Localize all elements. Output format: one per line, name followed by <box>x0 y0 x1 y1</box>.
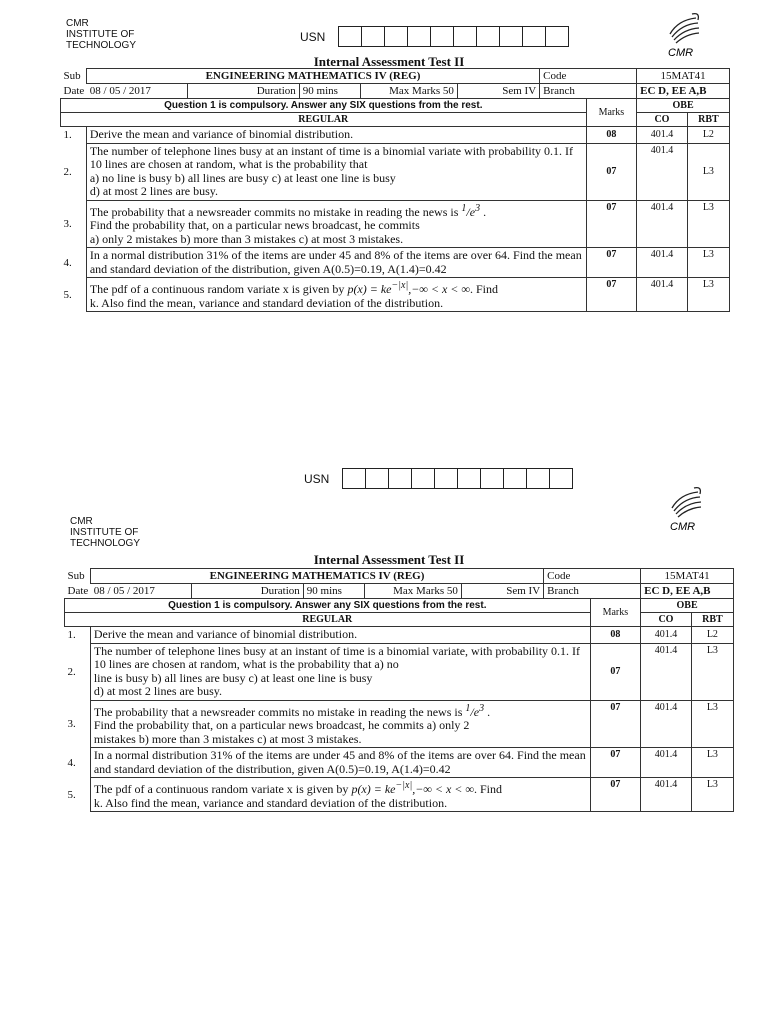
question-text-part: k. Also find the mean, variance and standard deviation of the distribution. <box>93 795 448 810</box>
usn-field <box>304 468 573 489</box>
sem-value: IV <box>524 85 537 97</box>
question-text-part: The pdf of a continuous random variate x is given by <box>93 782 349 796</box>
question-rbt: L3 <box>691 778 733 812</box>
question-marks: 07 <box>590 700 641 748</box>
max-marks-label: Max Marks <box>389 85 441 97</box>
question-text-part: The number of telephone lines busy at an instant of time is a binomial variate with probability 0.1. If 10 lines are chosen at random, what is the probability that <box>89 143 574 171</box>
question-marks: 07 <box>586 143 637 200</box>
usn-label: USN <box>300 29 326 44</box>
rbt-header: RBT <box>691 613 733 627</box>
section-label: REGULAR <box>65 613 591 627</box>
question-co: 401.4 <box>637 143 688 200</box>
section-label: REGULAR <box>61 113 587 127</box>
question-text-part: mistakes b) more than 3 mistakes c) at most 3 mistakes. <box>93 731 362 746</box>
question-text: The probability that a newsreader commits no mistake in reading the news is $^1/e^3$ . Find the probability that, on a particular news broadcast, he commits a) only 2 mistakes b) more than 3 mistakes c) at most 3 mistakes. <box>86 200 586 248</box>
branch-label: Branch <box>540 84 637 99</box>
formula-body: p(x) = ke <box>347 282 392 296</box>
usn-box <box>453 27 476 46</box>
usn-label: USN <box>304 471 330 486</box>
question-number: 3. <box>63 217 72 230</box>
date-value: 08 / 05 / 2017 <box>89 85 151 97</box>
institute-line3: TECHNOLOGY <box>70 538 141 549</box>
formula-tail: ,−∞ < x < ∞ <box>408 282 470 296</box>
test-title: Internal Assessment Test II <box>313 54 465 69</box>
question-co: 401.4 <box>641 778 692 812</box>
question-text-part: d) at most 2 lines are busy. <box>93 684 223 698</box>
obe-header: OBE <box>641 599 734 613</box>
question-number: 1. <box>67 629 76 641</box>
question-number: 3. <box>67 717 76 730</box>
question-text: In a normal distribution 31% of the items are under 45 and 8% of the items are over 64. Find the mean and standard deviation of the distribution, given A(0.5)=0.19, A(1.4)=0.42 <box>90 748 590 778</box>
sub-label: Sub <box>67 570 85 582</box>
question-text-part: a) no line is busy b) all lines are busy c) at least one line is busy <box>89 170 396 185</box>
max-marks-value: 50 <box>446 585 458 597</box>
question-marks: 08 <box>586 127 637 144</box>
question-text: The probability that a newsreader commits no mistake in reading the news is $^1/e^3$ . Find the probability that, on a particular news broadcast, he commits a) only 2 mistakes b) more than 3 mistakes c) at most 3 mistakes. <box>90 700 590 748</box>
question-text: Derive the mean and variance of binomial distribution. <box>86 127 586 144</box>
question-text-part: Find the probability that, on a particular news broadcast, he commits a) only 2 <box>93 718 470 732</box>
question-number: 4. <box>63 256 72 269</box>
max-marks-value: 50 <box>442 85 454 97</box>
question-marks: 07 <box>590 748 641 778</box>
question-marks: 07 <box>586 248 637 278</box>
question-rbt: L3 <box>691 643 733 700</box>
marks-header: Marks <box>586 99 637 127</box>
sem-value: IV <box>528 585 541 597</box>
question-number: 5. <box>63 288 72 301</box>
usn-box <box>545 27 568 46</box>
question-text-part: . Find <box>469 282 498 296</box>
usn-box <box>526 469 549 488</box>
formula-tail: ,−∞ < x < ∞ <box>412 782 474 796</box>
fraction-exponent: 3 <box>479 702 485 714</box>
usn-box <box>407 27 430 46</box>
usn-box <box>339 27 361 46</box>
question-rbt: L3 <box>691 748 733 778</box>
question-co: 401.4 <box>637 200 688 248</box>
branch-value: EC D, EE A,B <box>637 84 730 99</box>
test-title: Internal Assessment Test II <box>313 552 465 567</box>
question-rbt: L3 <box>691 700 733 748</box>
duration-label: Duration <box>188 84 300 99</box>
max-marks-label: Max Marks <box>393 585 445 597</box>
paper-table <box>60 68 730 312</box>
date-value: 08 / 05 / 2017 <box>93 585 155 597</box>
logo-text: CMR <box>670 521 696 532</box>
formula <box>347 282 470 296</box>
question-number: 2. <box>67 665 76 678</box>
question-text-part: Find the probability that, on a particular news broadcast, he commits <box>89 218 420 232</box>
usn-box <box>365 469 388 488</box>
question-co: 401.4 <box>641 643 692 700</box>
question-co: 401.4 <box>641 748 692 778</box>
question-text <box>86 278 586 312</box>
usn-box <box>434 469 457 488</box>
cmr-logo-icon <box>658 484 708 532</box>
fraction: $^1/e^3$ <box>465 702 485 719</box>
rbt-header: RBT <box>687 113 729 127</box>
institute-line2: INSTITUTE OF <box>70 527 139 538</box>
question-rbt: L3 <box>687 278 729 312</box>
usn-box <box>388 469 411 488</box>
question-text-part: line is busy b) all lines are busy c) at least one line is busy <box>93 670 373 685</box>
usn-box <box>522 27 545 46</box>
fraction-numerator: 1 <box>465 702 471 714</box>
question-text-part: . Find <box>473 782 502 796</box>
usn-box <box>499 27 522 46</box>
question-text-part: The probability that a newsreader commits no mistake in reading the news is <box>93 704 463 719</box>
usn-box <box>343 469 365 488</box>
fraction-denominator: e <box>469 204 476 219</box>
question-text-part: k. Also find the mean, variance and standard deviation of the distribution. <box>89 295 444 310</box>
fraction: $^1/e^3$ <box>461 202 481 219</box>
institute-line1: CMR <box>70 516 93 527</box>
usn-boxes <box>342 468 573 489</box>
duration-label: Duration <box>192 584 304 599</box>
question-text <box>90 643 590 700</box>
duration-value: 90 mins <box>303 584 364 599</box>
institute-line2: INSTITUTE OF <box>66 29 135 40</box>
question-marks: 07 <box>590 643 641 700</box>
subject: ENGINEERING MATHEMATICS IV (REG) <box>90 569 543 584</box>
usn-box <box>457 469 480 488</box>
instruction: Question 1 is compulsory. Answer any SIX questions from the rest. <box>65 599 591 613</box>
question-co: 401.4 <box>637 127 688 144</box>
co-header: CO <box>637 113 688 127</box>
question-rbt: L2 <box>691 627 733 644</box>
code-label: Code <box>540 69 637 84</box>
code-value: 15MAT41 <box>641 569 734 584</box>
formula <box>351 782 474 796</box>
fraction-exponent: 3 <box>475 202 481 214</box>
institute-name <box>66 18 136 51</box>
question-number: 5. <box>67 788 76 801</box>
usn-boxes <box>338 26 569 47</box>
branch-value: EC D, EE A,B <box>641 584 734 599</box>
date-label: Date <box>63 85 85 97</box>
code-value: 15MAT41 <box>637 69 730 84</box>
usn-field <box>300 26 569 47</box>
question-text: Derive the mean and variance of binomial distribution. <box>90 627 590 644</box>
usn-box <box>430 27 453 46</box>
question-text-part: d) at most 2 lines are busy. <box>89 184 219 198</box>
question-number: 1. <box>63 129 72 141</box>
sub-label: Sub <box>63 70 81 82</box>
formula-exponent: −|x| <box>395 780 413 791</box>
question-marks: 08 <box>590 627 641 644</box>
paper-table <box>64 568 734 812</box>
question-co: 401.4 <box>637 278 688 312</box>
sem-label: Sem <box>506 585 526 597</box>
institute-line3: TECHNOLOGY <box>66 40 137 51</box>
usn-box <box>384 27 407 46</box>
branch-label: Branch <box>544 584 641 599</box>
question-marks: 07 <box>586 200 637 248</box>
question-text-part: The probability that a newsreader commits no mistake in reading the news is <box>89 204 459 219</box>
question-text <box>90 778 590 812</box>
fraction-numerator: 1 <box>461 202 467 214</box>
date-label: Date <box>67 585 89 597</box>
co-header: CO <box>641 613 692 627</box>
question-rbt: L2 <box>687 127 729 144</box>
question-co: 401.4 <box>641 700 692 748</box>
subject: ENGINEERING MATHEMATICS IV (REG) <box>86 69 539 84</box>
question-number: 4. <box>67 756 76 769</box>
question-number: 2. <box>63 165 72 178</box>
usn-box <box>411 469 434 488</box>
institute-line1: CMR <box>66 18 89 29</box>
question-marks: 07 <box>586 278 637 312</box>
marks-header: Marks <box>590 599 641 627</box>
question-text <box>86 143 586 200</box>
obe-header: OBE <box>637 99 730 113</box>
question-rbt: L3 <box>687 248 729 278</box>
usn-box <box>503 469 526 488</box>
usn-box <box>549 469 572 488</box>
formula-exponent: −|x| <box>391 280 409 291</box>
question-text-part: a) only 2 mistakes b) more than 3 mistakes c) at most 3 mistakes. <box>89 231 404 246</box>
question-rbt: L3 <box>687 143 729 200</box>
usn-box <box>476 27 499 46</box>
question-rbt: L3 <box>687 200 729 248</box>
code-label: Code <box>544 569 641 584</box>
question-text-part: The number of telephone lines busy at an instant of time is a binomial variate, with probability 0.1. If 10 lines are chosen at random, what is the probability that a) no <box>93 643 581 671</box>
sem-label: Sem <box>502 85 522 97</box>
duration-value: 90 mins <box>299 84 360 99</box>
question-co: 401.4 <box>637 248 688 278</box>
question-marks: 07 <box>590 778 641 812</box>
usn-box <box>480 469 503 488</box>
cmr-logo-icon <box>656 10 706 58</box>
fraction-denominator: e <box>473 704 480 719</box>
question-text: In a normal distribution 31% of the items are under 45 and 8% of the items are over 64. Find the mean and standard deviation of the distribution, given A(0.5)=0.19, A(1.4)=0.42 <box>86 248 586 278</box>
institute-name <box>70 516 140 549</box>
logo-text: CMR <box>668 47 694 58</box>
usn-box <box>361 27 384 46</box>
instruction: Question 1 is compulsory. Answer any SIX questions from the rest. <box>61 99 587 113</box>
question-text-part: The pdf of a continuous random variate x is given by <box>89 282 345 296</box>
formula-body: p(x) = ke <box>351 782 396 796</box>
question-co: 401.4 <box>641 627 692 644</box>
